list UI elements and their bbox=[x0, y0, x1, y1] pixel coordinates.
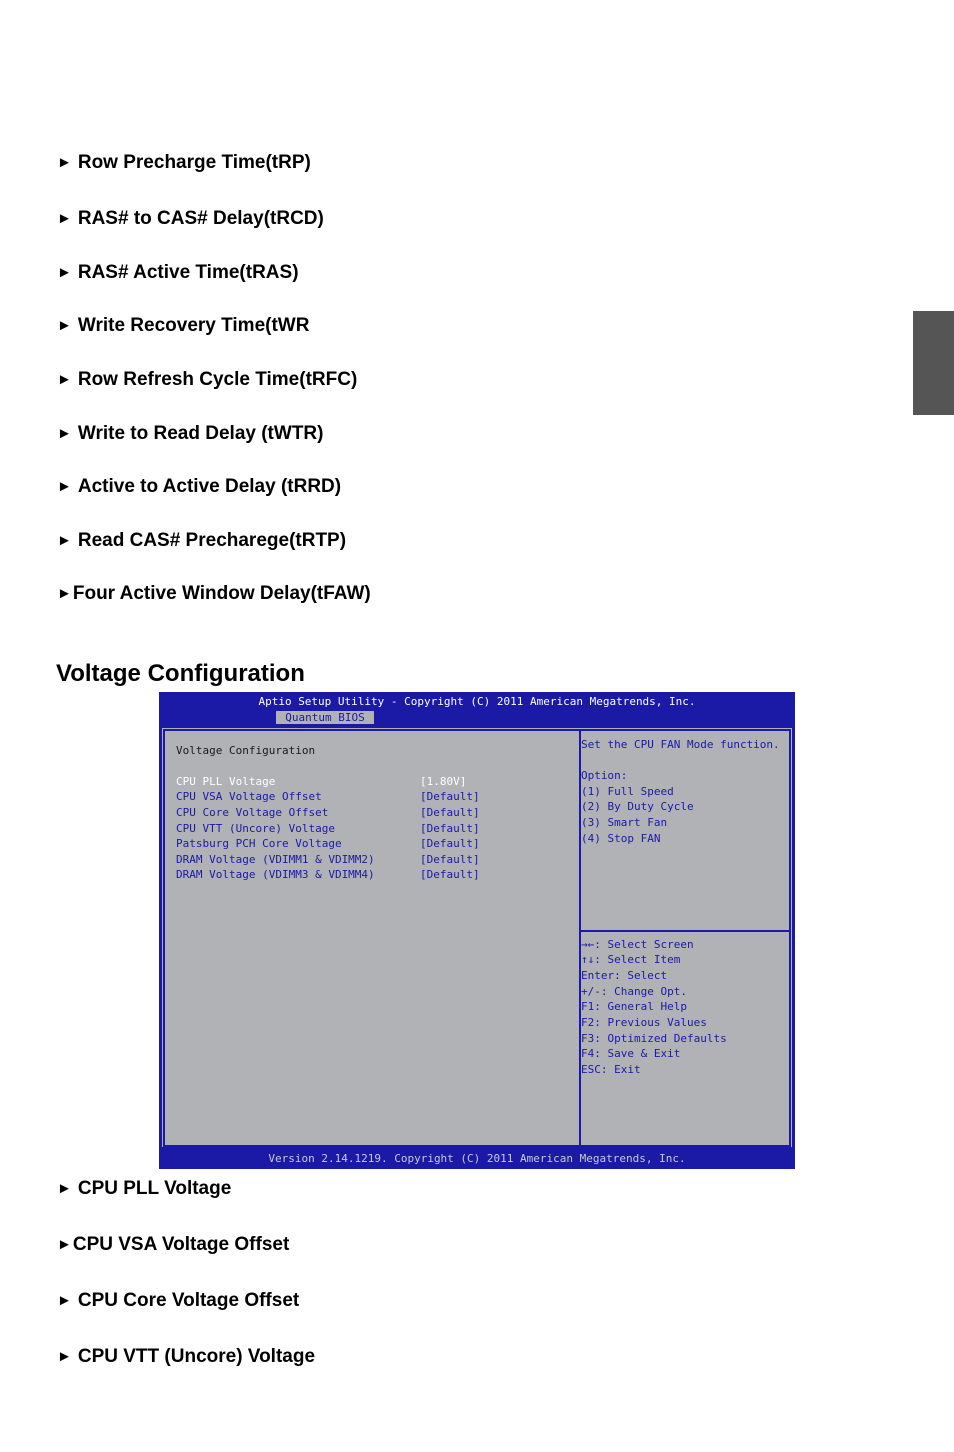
arrow-icon: ► bbox=[57, 585, 72, 602]
arrow-icon: ► bbox=[57, 154, 72, 171]
key-hint: F1: General Help bbox=[581, 1000, 687, 1013]
item-label: Active to Active Delay (tRRD) bbox=[77, 476, 342, 497]
item-label: RAS# Active Time(tRAS) bbox=[77, 262, 299, 283]
setting-row-cpu-core[interactable] bbox=[176, 806, 576, 821]
key-hint: Enter: Select bbox=[581, 969, 668, 982]
side-tab bbox=[913, 311, 954, 415]
item-four-active-window bbox=[57, 583, 371, 605]
item-label: CPU PLL Voltage bbox=[77, 1178, 232, 1199]
key-hint: F2: Previous Values bbox=[581, 1016, 707, 1029]
key-hint: →←: Select Screen bbox=[581, 938, 694, 951]
setting-row-pch-core[interactable] bbox=[176, 837, 576, 852]
setting-row-cpu-pll[interactable] bbox=[176, 775, 576, 790]
help-option: (4) Stop FAN bbox=[581, 832, 661, 845]
item-label: CPU VSA Voltage Offset bbox=[72, 1234, 290, 1255]
setting-label: CPU VTT (Uncore) Voltage bbox=[176, 822, 335, 835]
setting-value: [Default] bbox=[420, 806, 480, 819]
item-cpu-core-offset bbox=[57, 1290, 299, 1312]
arrow-icon: ► bbox=[57, 1348, 72, 1365]
arrow-icon: ► bbox=[57, 425, 72, 442]
item-label: Write Recovery Time(tWR bbox=[77, 315, 310, 336]
bios-screen bbox=[159, 692, 795, 1169]
arrow-icon: ► bbox=[57, 1236, 72, 1253]
item-cpu-vsa-offset bbox=[57, 1234, 289, 1256]
help-option: (2) By Duty Cycle bbox=[581, 800, 694, 813]
item-cpu-pll-voltage bbox=[57, 1178, 231, 1200]
setting-value: [Default] bbox=[420, 790, 480, 803]
setting-value: [Default] bbox=[420, 822, 480, 835]
setting-label: DRAM Voltage (VDIMM3 & VDIMM4) bbox=[176, 868, 375, 881]
bios-title: Aptio Setup Utility - Copyright (C) 2011 American Megatrends, Inc. bbox=[258, 695, 696, 708]
item-active-to-active bbox=[57, 476, 341, 498]
help-option: (3) Smart Fan bbox=[581, 816, 668, 829]
item-cpu-vtt-voltage bbox=[57, 1346, 315, 1368]
key-hint: F3: Optimized Defaults bbox=[581, 1032, 727, 1045]
bios-body bbox=[162, 728, 792, 1147]
arrow-icon: ► bbox=[57, 1292, 72, 1309]
section-title: Voltage Configuration bbox=[56, 660, 305, 687]
arrow-icon: ► bbox=[57, 1180, 72, 1197]
item-read-cas bbox=[57, 530, 346, 552]
setting-row-dram-34[interactable] bbox=[176, 868, 576, 883]
panel-title: Voltage Configuration bbox=[176, 744, 316, 757]
item-row-precharge bbox=[57, 152, 311, 174]
setting-value: [Default] bbox=[420, 853, 480, 866]
arrow-icon: ► bbox=[57, 264, 72, 281]
arrow-icon: ► bbox=[57, 371, 72, 388]
item-label: Four Active Window Delay(tFAW) bbox=[72, 583, 371, 604]
bios-footer: Version 2.14.1219. Copyright (C) 2011 American Megatrends, Inc. bbox=[268, 1152, 686, 1165]
help-option: (1) Full Speed bbox=[581, 785, 674, 798]
item-label: CPU VTT (Uncore) Voltage bbox=[77, 1346, 316, 1367]
setting-value: [1.80V] bbox=[420, 775, 467, 788]
bios-frame bbox=[163, 729, 791, 1147]
item-label: Row Precharge Time(tRP) bbox=[77, 152, 311, 173]
key-hint: ESC: Exit bbox=[581, 1063, 641, 1076]
arrow-icon: ► bbox=[57, 532, 72, 549]
item-row-refresh bbox=[57, 369, 357, 391]
setting-value: [Default] bbox=[420, 868, 480, 881]
item-label: Write to Read Delay (tWTR) bbox=[77, 423, 324, 444]
key-hint: ↑↓: Select Item bbox=[581, 953, 681, 966]
item-write-to-read bbox=[57, 423, 323, 445]
item-ras-active bbox=[57, 262, 299, 284]
setting-value: [Default] bbox=[420, 837, 480, 850]
arrow-icon: ► bbox=[57, 478, 72, 495]
key-hint: F4: Save & Exit bbox=[581, 1047, 681, 1060]
item-label: RAS# to CAS# Delay(tRCD) bbox=[77, 208, 324, 229]
setting-label: CPU Core Voltage Offset bbox=[176, 806, 329, 819]
setting-label: CPU VSA Voltage Offset bbox=[176, 790, 322, 803]
item-label: Read CAS# Precharege(tRTP) bbox=[77, 530, 347, 551]
setting-label: Patsburg PCH Core Voltage bbox=[176, 837, 342, 850]
key-hint: +/-: Change Opt. bbox=[581, 985, 687, 998]
arrow-icon: ► bbox=[57, 210, 72, 227]
arrow-icon: ► bbox=[57, 317, 72, 334]
horizontal-divider bbox=[581, 930, 789, 932]
setting-label: CPU PLL Voltage bbox=[176, 775, 276, 788]
setting-label: DRAM Voltage (VDIMM1 & VDIMM2) bbox=[176, 853, 375, 866]
setting-row-dram-12[interactable] bbox=[176, 853, 576, 868]
setting-row-cpu-vsa[interactable] bbox=[176, 790, 576, 805]
help-option-heading: Option: bbox=[581, 769, 628, 782]
item-label: Row Refresh Cycle Time(tRFC) bbox=[77, 369, 358, 390]
bios-tab[interactable]: Quantum BIOS bbox=[276, 711, 374, 724]
item-write-recovery bbox=[57, 315, 309, 337]
setting-row-cpu-vtt[interactable] bbox=[176, 822, 576, 837]
help-description: Set the CPU FAN Mode function. bbox=[581, 738, 780, 751]
item-ras-to-cas bbox=[57, 208, 324, 230]
item-label: CPU Core Voltage Offset bbox=[77, 1290, 300, 1311]
